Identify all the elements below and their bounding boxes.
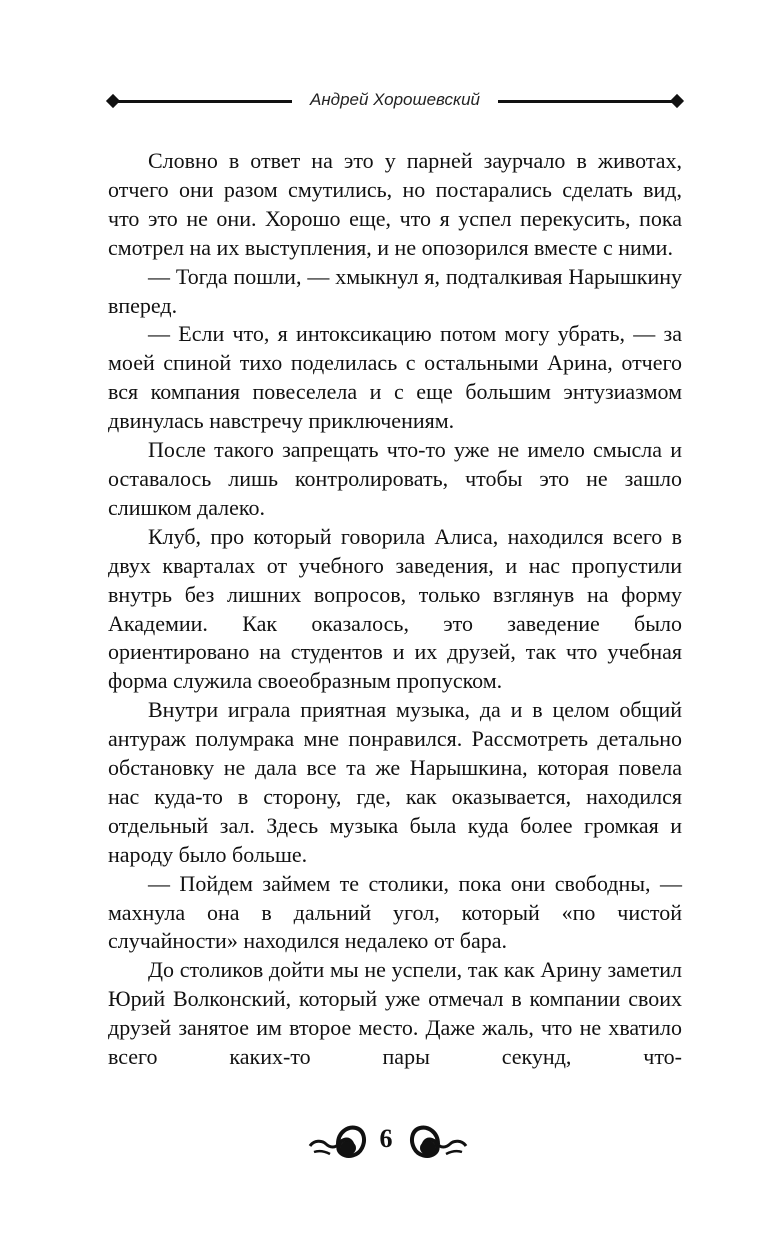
running-title: Андрей Хорошевский (309, 90, 480, 109)
paragraph-7: — Пойдем займем те столики, пока они свободны, — махнула она в дальний угол, который «по чистой случайности» находился недалеко от бара. (108, 870, 682, 954)
left-flourish-ornament (308, 1120, 368, 1164)
running-header (108, 89, 682, 113)
header-right-rule (498, 100, 676, 103)
header-right-diamond-ornament (670, 94, 684, 108)
paragraph-2: — Тогда пошли, — хмыкнул я, подталкивая Нарышкину вперед. (108, 263, 682, 318)
right-flourish-ornament (408, 1120, 468, 1164)
page-footer (0, 1120, 768, 1164)
paragraph-1: Словно в ответ на это у парней заурчало в животах, отчего они разом смутились, но постарались сделать вид, что это не они. Хорошо еще, что я успел перекусить, пока смотрел на их выступления, и не опозорился вместе с ними. (108, 148, 682, 260)
body-text (108, 147, 682, 1072)
paragraph-4: После такого запрещать что-то уже не имело смысла и оставалось лишь контролировать, чтобы это не зашло слишком далеко. (108, 437, 682, 520)
paragraph-5: Клуб, про который говорила Алиса, находился всего в двух кварталах от учебного заведения, и нас пропустили внутрь без лишних вопросов, только взглянув на форму Академии. Как оказалось, это заведение было ориентировано на студентов и их друзей, так что учебная форма служила своеобразным пропуском. (108, 523, 682, 694)
page-number: 6 (379, 1124, 393, 1153)
paragraph-8: До столиков дойти мы не успели, так как Арину заметил Юрий Волконский, который уже отмечал в компании своих друзей занятое им второе место. Даже жаль, что не хватило всего каких-то пары секунд, что- (108, 957, 682, 1070)
paragraph-3: — Если что, я интоксикацию потом могу убрать, — за моей спиной тихо поделилась с остальными Арина, отчего вся компания повеселела и с еще большим энтузиазмом двинулась навстречу приключениям. (108, 321, 682, 434)
paragraph-6: Внутри играла приятная музыка, да и в целом общий антураж полумрака мне понравился. Рассмотреть детально обстановку не дала все та же Нарышкина, которая повела нас куда-то в сторону, где, как оказывается, находился отдельный зал. Здесь музыка была куда более громкая и народу было больше. (108, 697, 682, 867)
header-left-rule (114, 100, 292, 103)
